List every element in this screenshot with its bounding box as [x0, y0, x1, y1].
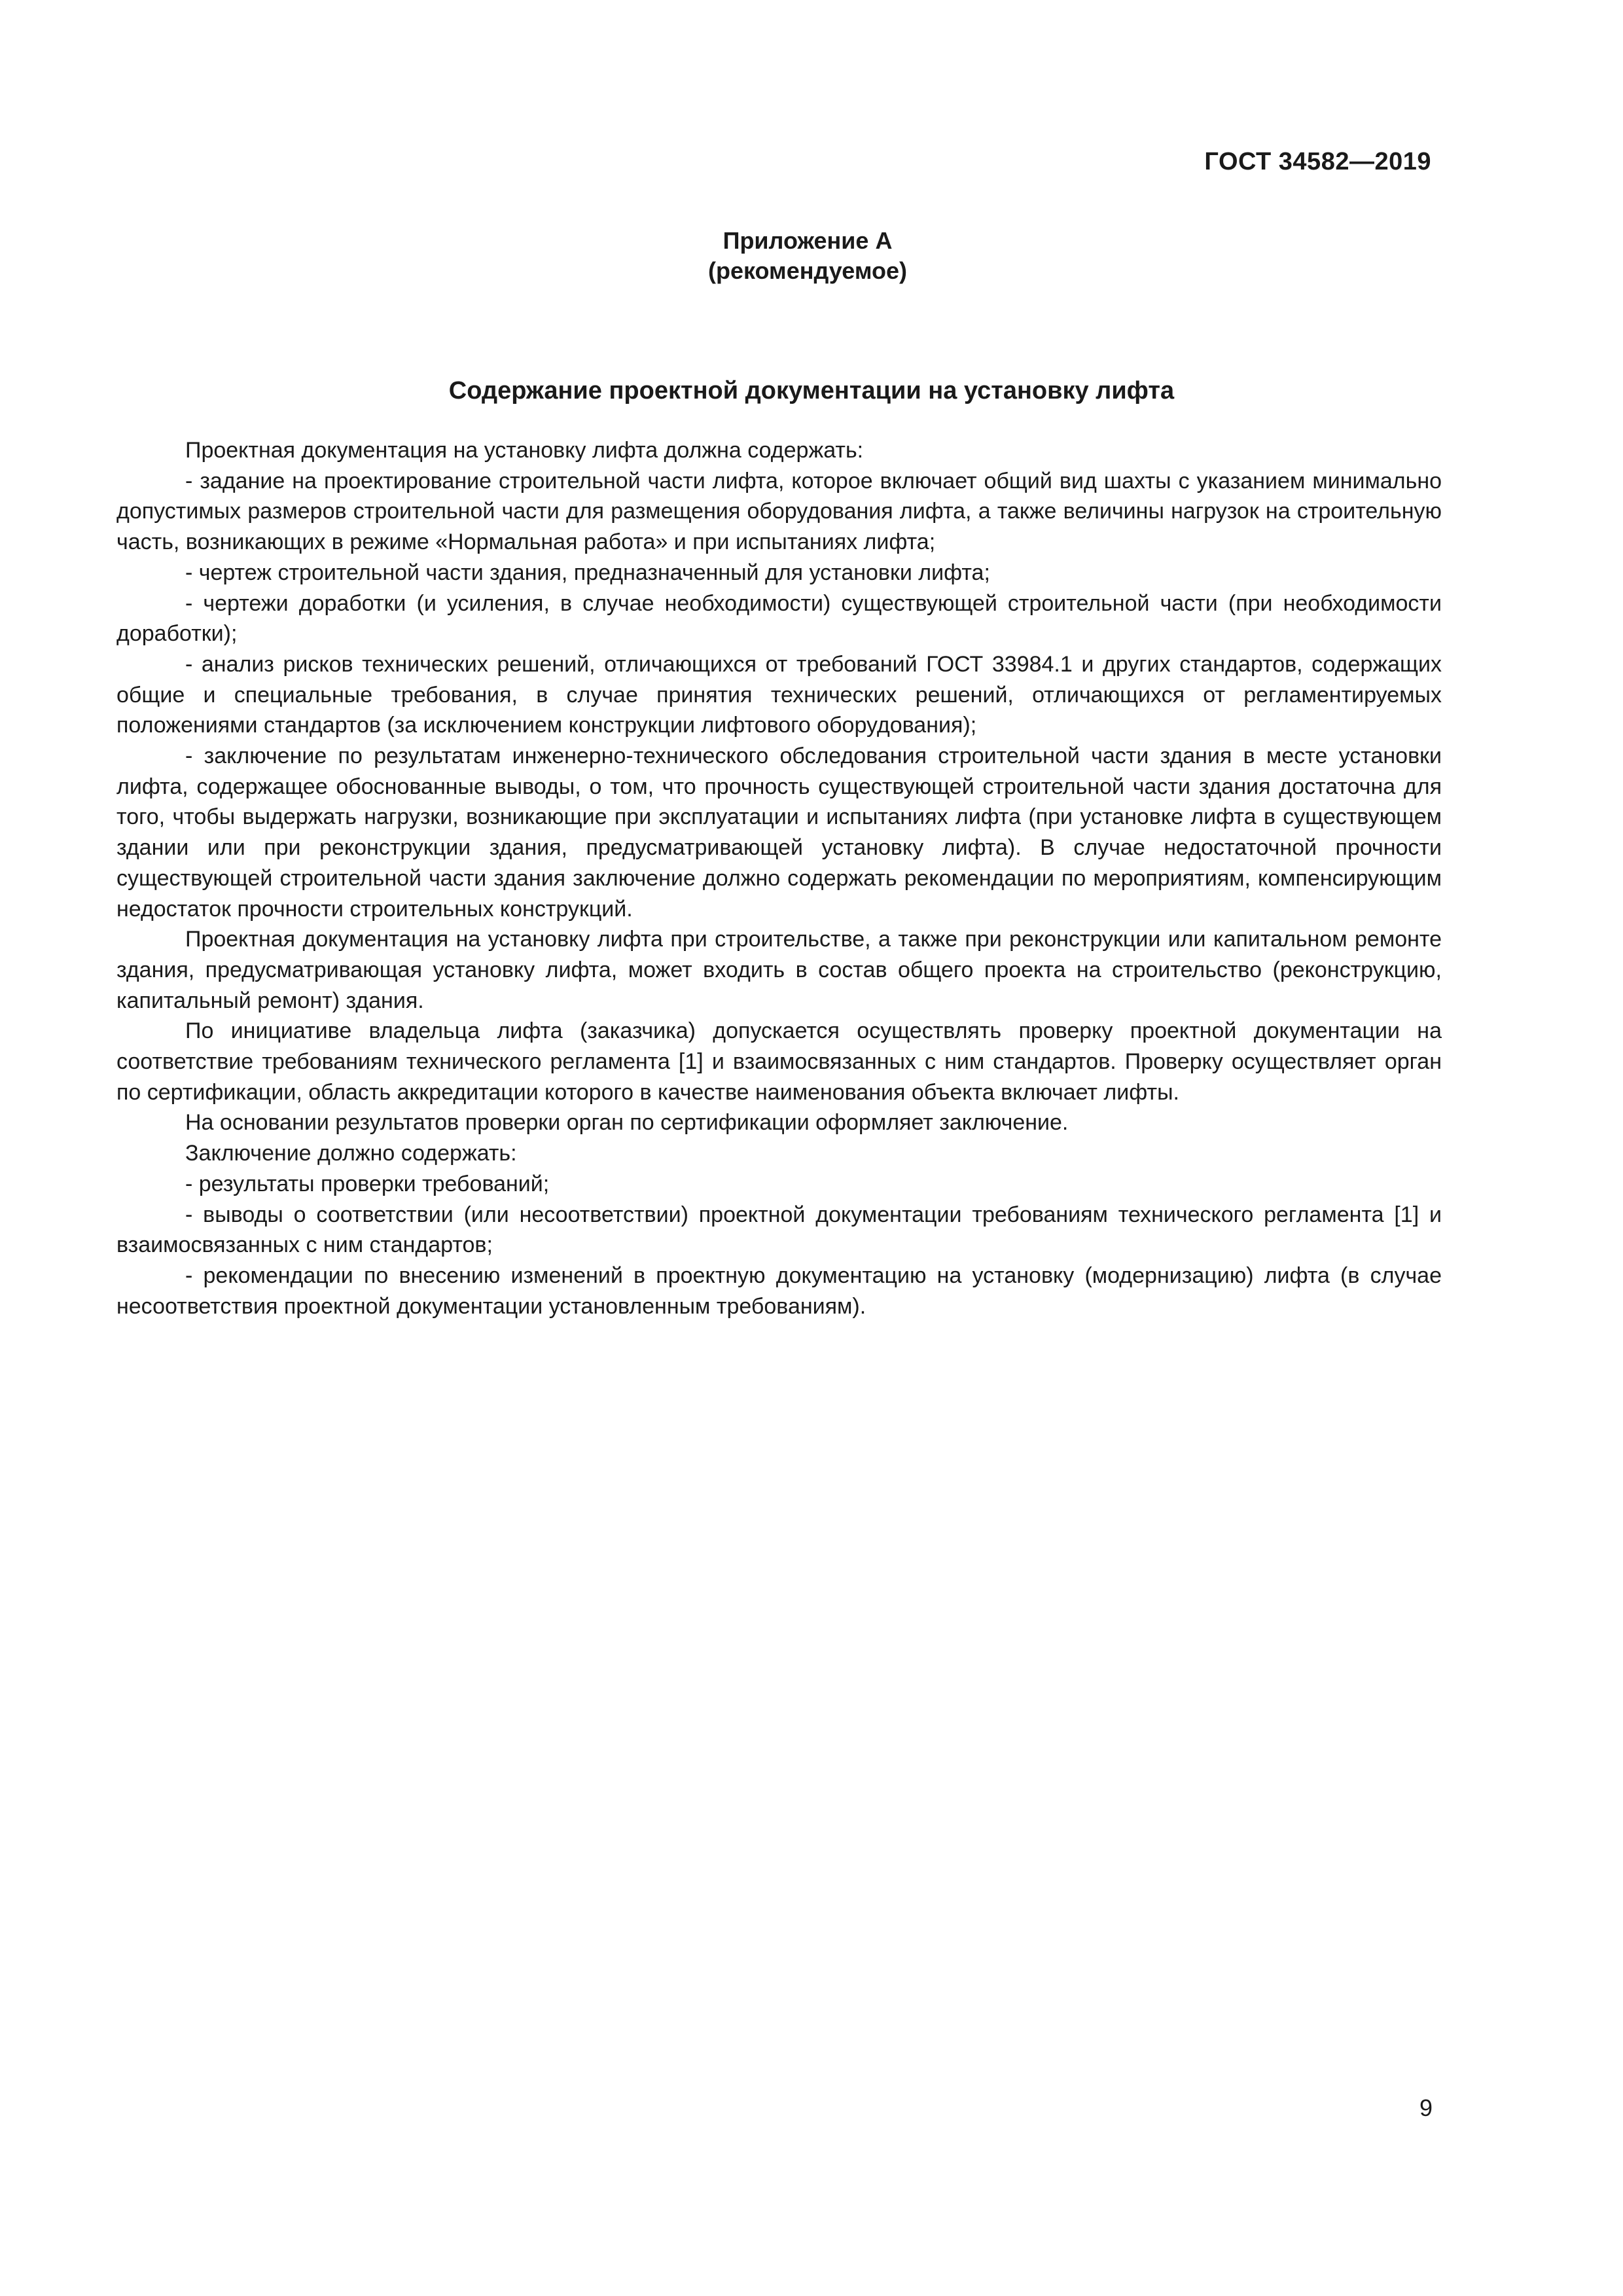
paragraph: - заключение по результатам инженерно-технического обследования строительной части здания в месте установки лифта, содержащее обоснованные выводы, о том, что прочность существующей строительной части здания достаточна для того, чтобы выдержать нагрузки, возникающие при эксплуатации и испытаниях лифта (при установке лифта в существующем здании или при реконструкции здания, предусматривающей установку лифта). В случае недостаточной прочности существующей строительной части здания заключение должно содержать рекомендации по мероприятиям, компенсирующим недостаток прочности строительных конструкций. — [116, 744, 1442, 922]
paragraph: Проектная документация на установку лифта должна содержать: — [185, 438, 864, 463]
paragraph: - результаты проверки требований; — [185, 1171, 550, 1196]
paragraph: - анализ рисков технических решений, отличающихся от требований ГОСТ 33984.1 и других стандартов, содержащих общие и специальные требования, в случае принятия технических решений, отличающихся от регламентируемых положениями стандартов (за исключением конструкции лифтового оборудования); — [116, 651, 1442, 738]
appendix-heading — [0, 226, 1623, 286]
body-text — [116, 435, 1442, 1321]
paragraph: Заключение должно содержать: — [185, 1141, 517, 1166]
page-number: 9 — [1419, 2094, 1433, 2121]
paragraph: На основании результатов проверки орган по сертификации оформляет заключение. — [185, 1110, 1069, 1136]
paragraph: - чертежи доработки (и усиления, в случае необходимости) существующей строительной части (при необходимости доработки); — [116, 590, 1442, 647]
paragraph: - задание на проектирование строительной части лифта, которое включает общий вид шахты с указанием минимально допустимых размеров строительной части для размещения оборудования лифта, а также величины нагрузок на строительную часть, возникающих в режиме «Нормальная работа» и при испытаниях лифта; — [116, 468, 1442, 555]
appendix-status: (рекомендуемое) — [708, 257, 907, 284]
paragraph: По инициативе владельца лифта (заказчика) допускается осуществлять проверку проектной документации на соответствие требованиям технического регламента [1] и взаимосвязанных с ним стандартов. Проверку осуществляет орган по сертификации, область аккредитации которого в качестве наименования объекта включает лифты. — [116, 1018, 1442, 1105]
paragraph: - чертеж строительной части здания, предназначенный для установки лифта; — [185, 560, 990, 585]
section-title: Содержание проектной документации на установку лифта — [448, 377, 1175, 404]
paragraph: - выводы о соответствии (или несоответствии) проектной документации требованиям технического регламента [1] и взаимосвязанных с ним стандартов; — [116, 1202, 1442, 1258]
paragraph: - рекомендации по внесению изменений в проектную документацию на установку (модернизацию) лифта (в случае несоответствия проектной документации установленным требованиям). — [116, 1263, 1442, 1319]
document-code: ГОСТ 34582—2019 — [1204, 148, 1431, 175]
appendix-label: Приложение А — [722, 227, 893, 254]
paragraph: Проектная документация на установку лифта при строительстве, а также при реконструкции или капитальном ремонте здания, предусматривающая установку лифта, может входить в состав общего проекта на строительство (реконструкцию, капитальный ремонт) здания. — [116, 927, 1442, 1013]
